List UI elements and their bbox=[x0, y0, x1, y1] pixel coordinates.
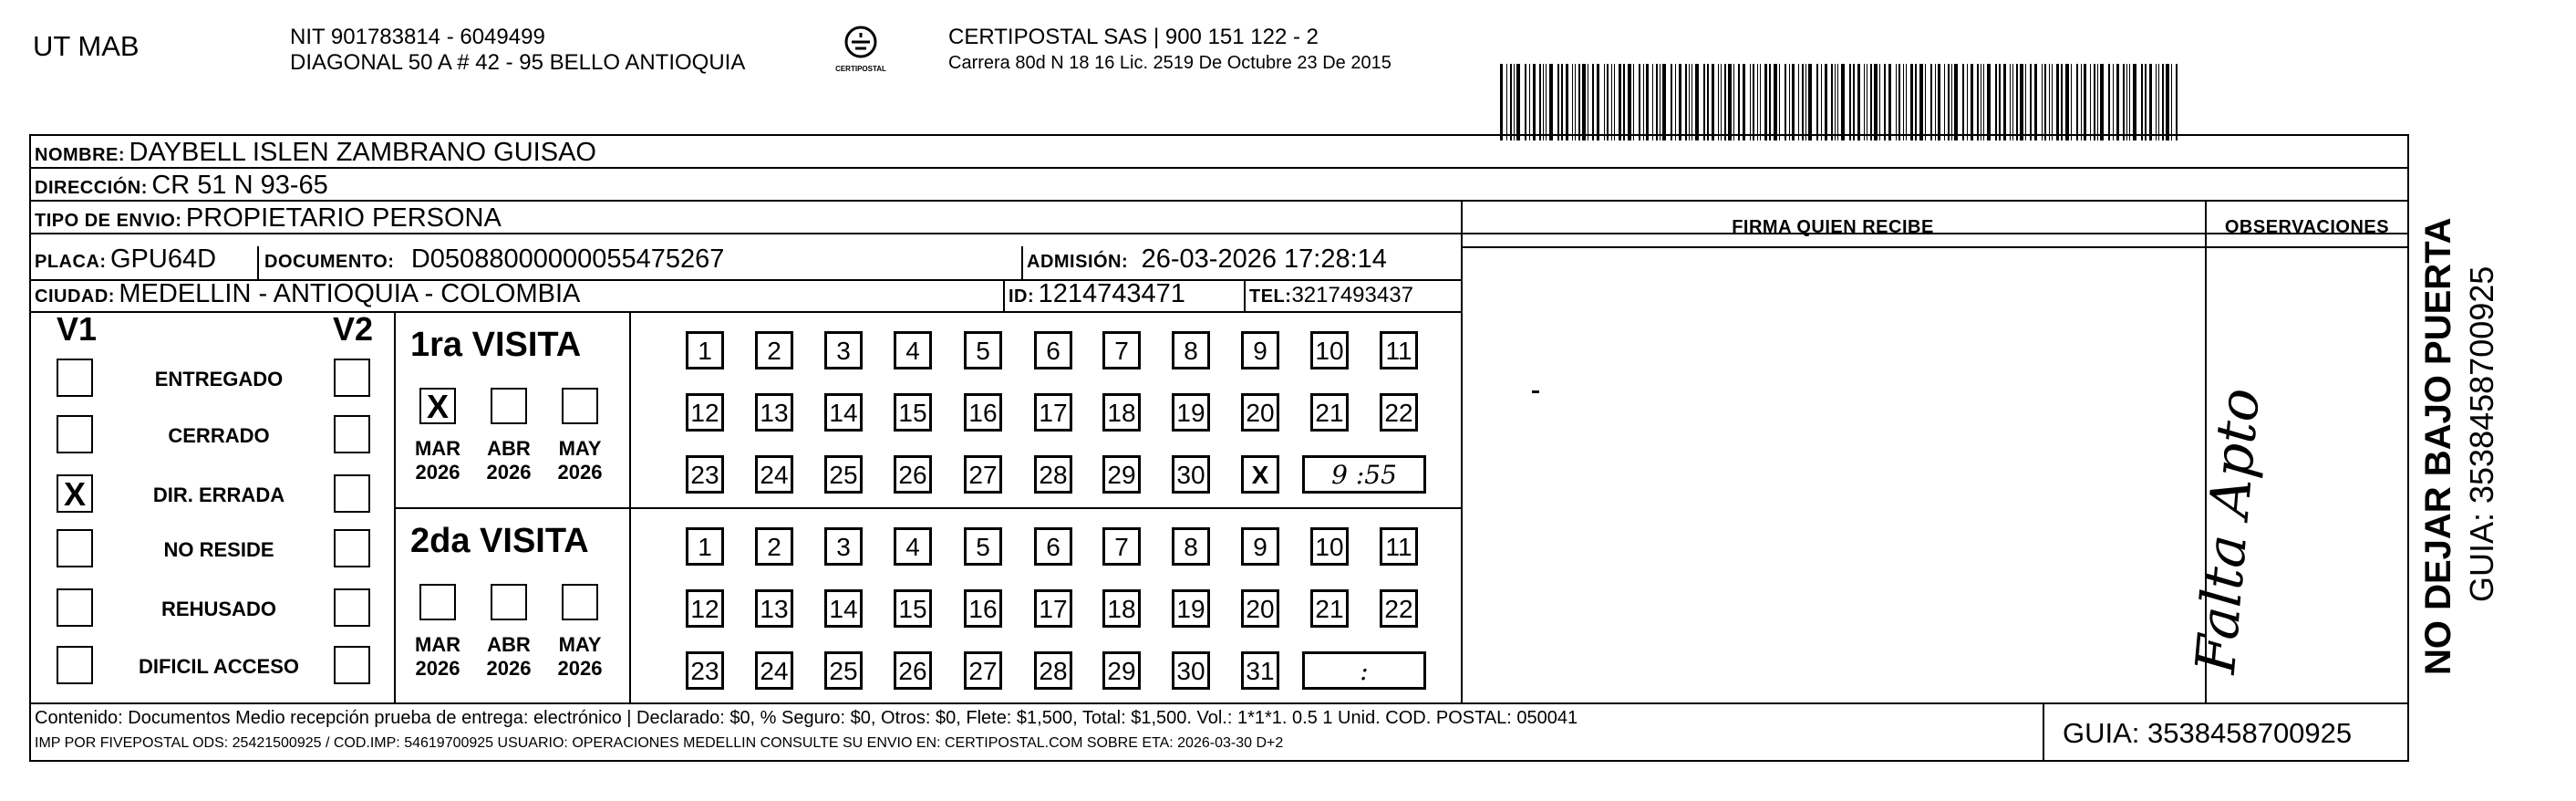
month-label bbox=[548, 633, 612, 681]
address-row bbox=[35, 171, 328, 204]
tel-label: TEL: bbox=[1249, 286, 1292, 307]
time-box[interactable]: : bbox=[1302, 651, 1426, 690]
day-box[interactable]: 4 bbox=[894, 527, 932, 566]
city-label: CIUDAD: bbox=[35, 286, 115, 307]
tel-row bbox=[1249, 281, 1413, 313]
type-row bbox=[35, 203, 502, 237]
day-box[interactable]: 18 bbox=[1102, 589, 1141, 628]
day-box[interactable]: 29 bbox=[1102, 455, 1141, 494]
day-box[interactable]: 9 bbox=[1241, 527, 1279, 566]
month-checkbox[interactable]: X bbox=[419, 388, 456, 424]
status-label: DIFICIL ACCESO bbox=[138, 655, 299, 678]
v1-header: V1 bbox=[57, 310, 98, 348]
status-label: DIR. ERRADA bbox=[152, 484, 285, 506]
day-box[interactable]: 2 bbox=[755, 527, 793, 566]
name-row bbox=[35, 138, 596, 172]
month-label bbox=[477, 633, 541, 681]
day-box[interactable]: 16 bbox=[964, 589, 1002, 628]
day-box[interactable]: 5 bbox=[964, 527, 1002, 566]
name-label: NOMBRE: bbox=[35, 145, 126, 165]
day-box[interactable]: 25 bbox=[824, 651, 863, 690]
type-label: TIPO DE ENVIO: bbox=[35, 211, 182, 231]
day-box[interactable]: 26 bbox=[894, 651, 932, 690]
day-box[interactable]: 3 bbox=[824, 331, 863, 369]
id-value: 1214743471 bbox=[1038, 279, 1185, 308]
side-warning: NO DEJAR BAJO PUERTA bbox=[2418, 217, 2458, 675]
day-box[interactable]: 6 bbox=[1034, 527, 1072, 566]
day-box[interactable]: 17 bbox=[1034, 589, 1072, 628]
status-label: NO RESIDE bbox=[163, 538, 274, 561]
day-box[interactable]: 11 bbox=[1380, 527, 1418, 566]
day-box[interactable]: 8 bbox=[1172, 527, 1210, 566]
day-box[interactable]: X bbox=[1241, 455, 1279, 494]
time-box[interactable]: 9 :55 bbox=[1302, 455, 1426, 494]
tel-value: 3217493437 bbox=[1291, 283, 1413, 307]
day-box[interactable]: 27 bbox=[964, 455, 1002, 494]
day-box[interactable]: 27 bbox=[964, 651, 1002, 690]
day-box[interactable]: 10 bbox=[1310, 527, 1349, 566]
day-box[interactable]: 12 bbox=[686, 393, 724, 432]
day-box[interactable]: 15 bbox=[894, 589, 932, 628]
day-box[interactable]: 20 bbox=[1241, 589, 1279, 628]
month-year: 2026 bbox=[557, 461, 603, 484]
day-box[interactable]: 28 bbox=[1034, 455, 1072, 494]
v1-checkbox[interactable] bbox=[57, 588, 93, 627]
v1-checkbox[interactable] bbox=[57, 359, 93, 397]
v2-checkbox[interactable] bbox=[334, 359, 370, 397]
day-box[interactable]: 19 bbox=[1172, 589, 1210, 628]
handwritten-observation: Falta Apto bbox=[2184, 385, 2273, 677]
month-name: MAY bbox=[558, 437, 602, 460]
day-box[interactable]: 23 bbox=[686, 455, 724, 494]
city-row bbox=[35, 279, 580, 313]
visit-title: 1ra VISITA bbox=[410, 326, 582, 364]
v2-checkbox[interactable] bbox=[334, 415, 370, 453]
day-box[interactable]: 5 bbox=[964, 331, 1002, 369]
month-label bbox=[406, 437, 470, 484]
day-box[interactable]: 22 bbox=[1380, 589, 1418, 628]
day-box[interactable]: 9 bbox=[1241, 331, 1279, 369]
day-box[interactable]: 3 bbox=[824, 527, 863, 566]
month-year: 2026 bbox=[415, 657, 460, 680]
v1-checkbox[interactable] bbox=[57, 415, 93, 453]
logo-icon bbox=[843, 24, 879, 60]
ink-dot bbox=[1532, 390, 1539, 393]
day-box[interactable]: 10 bbox=[1310, 331, 1349, 369]
carrier-license: Carrera 80d N 18 16 Lic. 2519 De Octubre 23 De 2015 bbox=[948, 53, 1391, 73]
month-name: MAR bbox=[414, 437, 461, 460]
observations-label: OBSERVACIONES bbox=[2224, 217, 2390, 237]
month-name: MAY bbox=[558, 633, 602, 656]
month-year: 2026 bbox=[486, 657, 532, 680]
day-box[interactable]: 19 bbox=[1172, 393, 1210, 432]
status-label: CERRADO bbox=[168, 424, 270, 447]
month-checkbox[interactable] bbox=[419, 584, 456, 620]
day-box[interactable]: 24 bbox=[755, 455, 793, 494]
day-box[interactable]: 17 bbox=[1034, 393, 1072, 432]
month-year: 2026 bbox=[486, 461, 532, 484]
day-box[interactable]: 14 bbox=[824, 393, 863, 432]
address-value: CR 51 N 93-65 bbox=[151, 171, 328, 200]
month-checkbox[interactable] bbox=[562, 388, 598, 424]
month-checkbox[interactable] bbox=[491, 584, 527, 620]
nit: NIT 901783814 - 6049499 bbox=[290, 25, 545, 49]
month-name: MAR bbox=[414, 633, 461, 656]
visit-title: 2da VISITA bbox=[410, 522, 589, 560]
day-box[interactable]: 28 bbox=[1034, 651, 1072, 690]
barcode bbox=[1500, 64, 2179, 140]
day-box[interactable]: 29 bbox=[1102, 651, 1141, 690]
day-box[interactable]: 14 bbox=[824, 589, 863, 628]
day-box[interactable]: 26 bbox=[894, 455, 932, 494]
certipostal-logo bbox=[832, 24, 890, 73]
day-box[interactable]: 13 bbox=[755, 393, 793, 432]
day-box[interactable]: 4 bbox=[894, 331, 932, 369]
day-box[interactable]: 23 bbox=[686, 651, 724, 690]
day-box[interactable]: 11 bbox=[1380, 331, 1418, 369]
month-name: ABR bbox=[487, 633, 531, 656]
month-label bbox=[406, 633, 470, 681]
v2-header: V2 bbox=[333, 310, 374, 348]
id-label: ID: bbox=[1009, 286, 1035, 307]
v2-checkbox[interactable] bbox=[334, 588, 370, 627]
day-box[interactable]: 30 bbox=[1172, 455, 1210, 494]
footer-content: Contenido: Documentos Medio recepción prueba de entrega: electrónico | Declarado: $0, % Seguro: $0, Otros: $0, Flete: $1,500, Total: $1,500. Vol.: 1*1*1. 0.5 1 Unid. COD. POSTAL: 050041 bbox=[35, 708, 1578, 728]
day-box[interactable]: 8 bbox=[1172, 331, 1210, 369]
document-value: D05088000000055475267 bbox=[410, 244, 725, 274]
month-year: 2026 bbox=[415, 461, 460, 484]
admission-row bbox=[1027, 244, 1387, 278]
footer-guide: GUIA: 3538458700925 bbox=[2063, 717, 2353, 749]
v2-checkbox[interactable] bbox=[334, 474, 370, 513]
receiver-signature-label: FIRMA QUIEN RECIBE bbox=[1732, 217, 1934, 237]
day-box[interactable]: 16 bbox=[964, 393, 1002, 432]
day-box[interactable]: 1 bbox=[686, 527, 724, 566]
status-label: REHUSADO bbox=[161, 598, 276, 620]
status-label: ENTREGADO bbox=[154, 368, 284, 390]
v1-checkbox[interactable] bbox=[57, 646, 93, 684]
name-value: DAYBELL ISLEN ZAMBRANO GUISAO bbox=[129, 138, 596, 167]
day-box[interactable]: 24 bbox=[755, 651, 793, 690]
footer-imp: IMP POR FIVEPOSTAL ODS: 25421500925 / COD.IMP: 54619700925 USUARIO: OPERACIONES MEDELLIN CONSULTE SU ENVIO EN: CERTIPOSTAL.COM SOBRE ETA: 2026-03-30 D+2 bbox=[35, 735, 1284, 751]
day-box[interactable]: 18 bbox=[1102, 393, 1141, 432]
day-box[interactable]: 22 bbox=[1380, 393, 1418, 432]
side-guide: GUIA: 3538458700925 bbox=[2463, 265, 2500, 602]
city-value: MEDELLIN - ANTIOQUIA - COLOMBIA bbox=[119, 279, 581, 308]
admission-value: 26-03-2026 17:28:14 bbox=[1141, 244, 1387, 274]
month-name: ABR bbox=[487, 437, 531, 460]
v2-checkbox[interactable] bbox=[334, 529, 370, 567]
month-label bbox=[477, 437, 541, 484]
day-box[interactable]: 7 bbox=[1102, 527, 1141, 566]
document-row bbox=[264, 244, 724, 278]
plate-value: GPU64D bbox=[110, 244, 217, 274]
plate-label: PLACA: bbox=[35, 252, 107, 272]
address-label: DIRECCIÓN: bbox=[35, 178, 148, 198]
day-box[interactable]: 7 bbox=[1102, 331, 1141, 369]
day-box[interactable]: 20 bbox=[1241, 393, 1279, 432]
v1-checkbox[interactable] bbox=[57, 529, 93, 567]
day-box[interactable]: 21 bbox=[1310, 589, 1349, 628]
day-box[interactable]: 13 bbox=[755, 589, 793, 628]
v2-checkbox[interactable] bbox=[334, 646, 370, 684]
day-box[interactable]: 25 bbox=[824, 455, 863, 494]
admission-label: ADMISIÓN: bbox=[1027, 252, 1129, 272]
carrier-info: CERTIPOSTAL SAS | 900 151 122 - 2 bbox=[948, 25, 1319, 49]
document-label: DOCUMENTO: bbox=[264, 252, 395, 272]
day-box[interactable]: 31 bbox=[1241, 651, 1279, 690]
month-checkbox[interactable] bbox=[562, 584, 598, 620]
day-box[interactable]: 1 bbox=[686, 331, 724, 369]
v1-checkbox[interactable]: X bbox=[57, 474, 93, 513]
month-checkbox[interactable] bbox=[491, 388, 527, 424]
day-box[interactable]: 2 bbox=[755, 331, 793, 369]
day-box[interactable]: 15 bbox=[894, 393, 932, 432]
logo-text: CERTIPOSTAL bbox=[835, 65, 886, 73]
sender-address: DIAGONAL 50 A # 42 - 95 BELLO ANTIOQUIA bbox=[290, 50, 746, 75]
id-row bbox=[1009, 279, 1185, 313]
org-name: UT MAB bbox=[33, 30, 140, 62]
day-box[interactable]: 6 bbox=[1034, 331, 1072, 369]
month-year: 2026 bbox=[557, 657, 603, 680]
day-box[interactable]: 12 bbox=[686, 589, 724, 628]
type-value: PROPIETARIO PERSONA bbox=[185, 203, 502, 233]
plate-row bbox=[35, 244, 216, 278]
day-box[interactable]: 30 bbox=[1172, 651, 1210, 690]
day-box[interactable]: 21 bbox=[1310, 393, 1349, 432]
month-label bbox=[548, 437, 612, 484]
